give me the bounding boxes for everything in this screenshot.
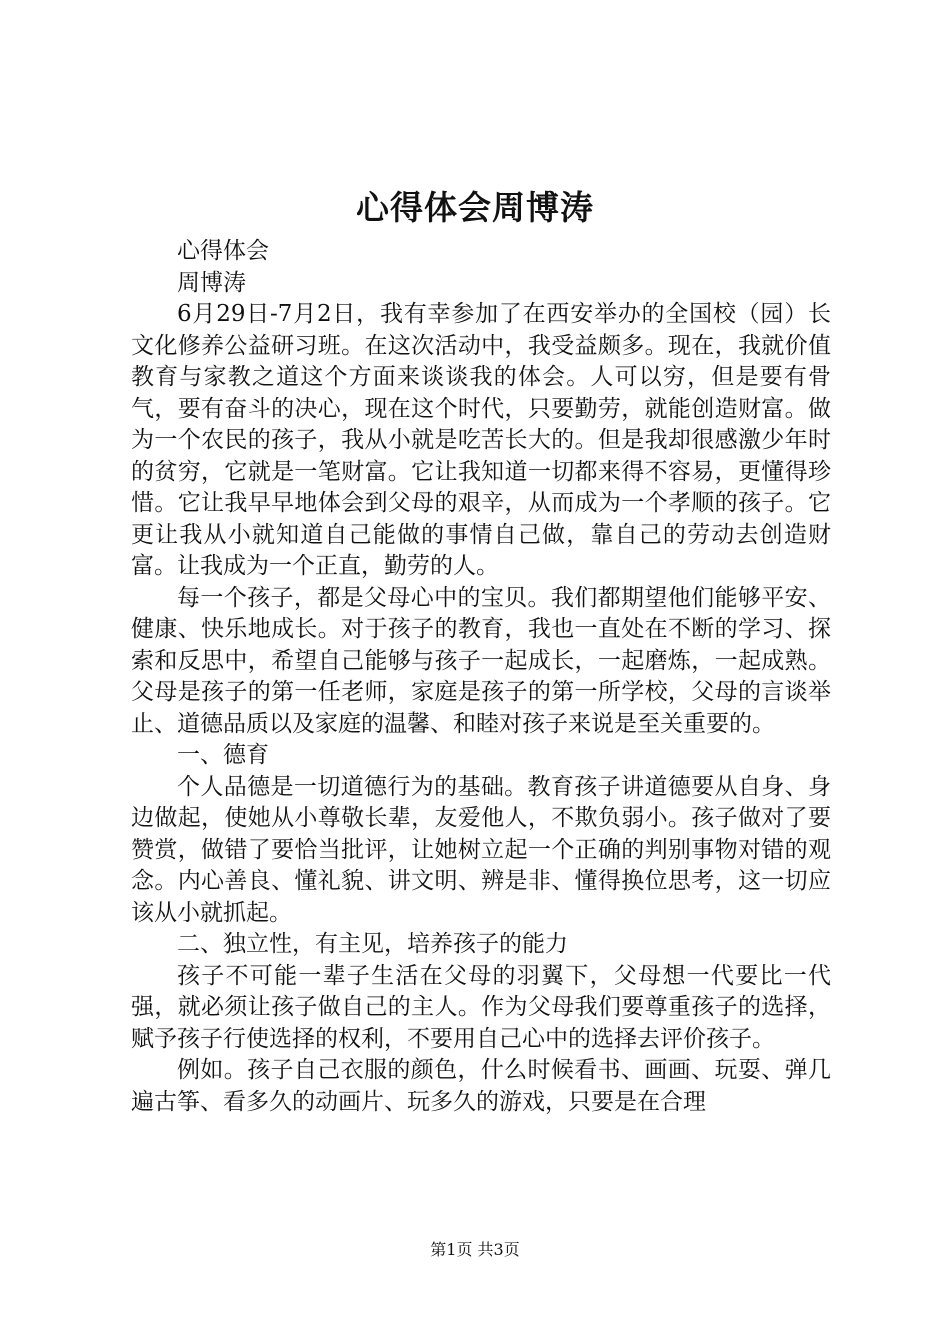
paragraph: 例如。孩子自己衣服的颜色，什么时候看书、画画、玩耍、弹几遍古筝、看多久的动画片、玩多久的游戏，只要是在合理 — [131, 1057, 831, 1115]
document-body — [131, 236, 831, 1118]
paragraph: 6月29日-7月2日，我有幸参加了在西安举办的全国校（园）长文化修养公益研习班。在这次活动中，我受益颇多。现在，我就价值教育与家教之道这个方面来谈谈我的体会。人可以穷，但是要有骨气，要有奋斗的决心，现在这个时代，只要勤劳，就能创造财富。做为一个农民的孩子，我从小就是吃苦长大的。但是我却很感激少年时的贫穷，它就是一笔财富。它让我知道一切都来得不容易，更懂得珍惜。它让我早早地体会到父母的艰辛，从而成为一个孝顺的孩子。它更让我从小就知道自己能做的事情自己做，靠自己的劳动去创造财富。让我成为一个正直，勤劳的人。 — [131, 301, 831, 579]
document-title: 心得体会周博涛 — [356, 188, 594, 227]
paragraph: 周博涛 — [177, 269, 246, 296]
paragraph: 心得体会 — [177, 238, 269, 264]
paragraph: 个人品德是一切道德行为的基础。教育孩子讲道德要从自身、身边做起，使她从小尊敬长辈，友爱他人，不欺负弱小。孩子做对了要赞赏，做错了要恰当批评，让她树立起一个正确的判别事物对错的观念。内心善良、懂礼貌、讲文明、辨是非、懂得换位思考，这一切应该从小就抓起。 — [131, 773, 831, 926]
section-heading: 一、德育 — [177, 742, 269, 768]
paragraph: 孩子不可能一辈子生活在父母的羽翼下，父母想一代要比一代强，就必须让孩子做自己的主人。作为父母我们要尊重孩子的选择，赋予孩子行使选择的权利，不要用自己心中的选择去评价孩子。 — [131, 962, 831, 1052]
paragraph: 每一个孩子，都是父母心中的宝贝。我们都期望他们能够平安、健康、快乐地成长。对于孩子的教育，我也一直处在不断的学习、探索和反思中，希望自己能够与孩子一起成长，一起磨炼，一起成熟。父母是孩子的第一任老师，家庭是孩子的第一所学校，父母的言谈举止、道德品质以及家庭的温馨、和睦对孩子来说是至关重要的。 — [131, 584, 831, 737]
page-footer: 第1页 共3页 — [430, 1240, 520, 1259]
section-heading: 二、独立性，有主见，培养孩子的能力 — [177, 931, 568, 957]
